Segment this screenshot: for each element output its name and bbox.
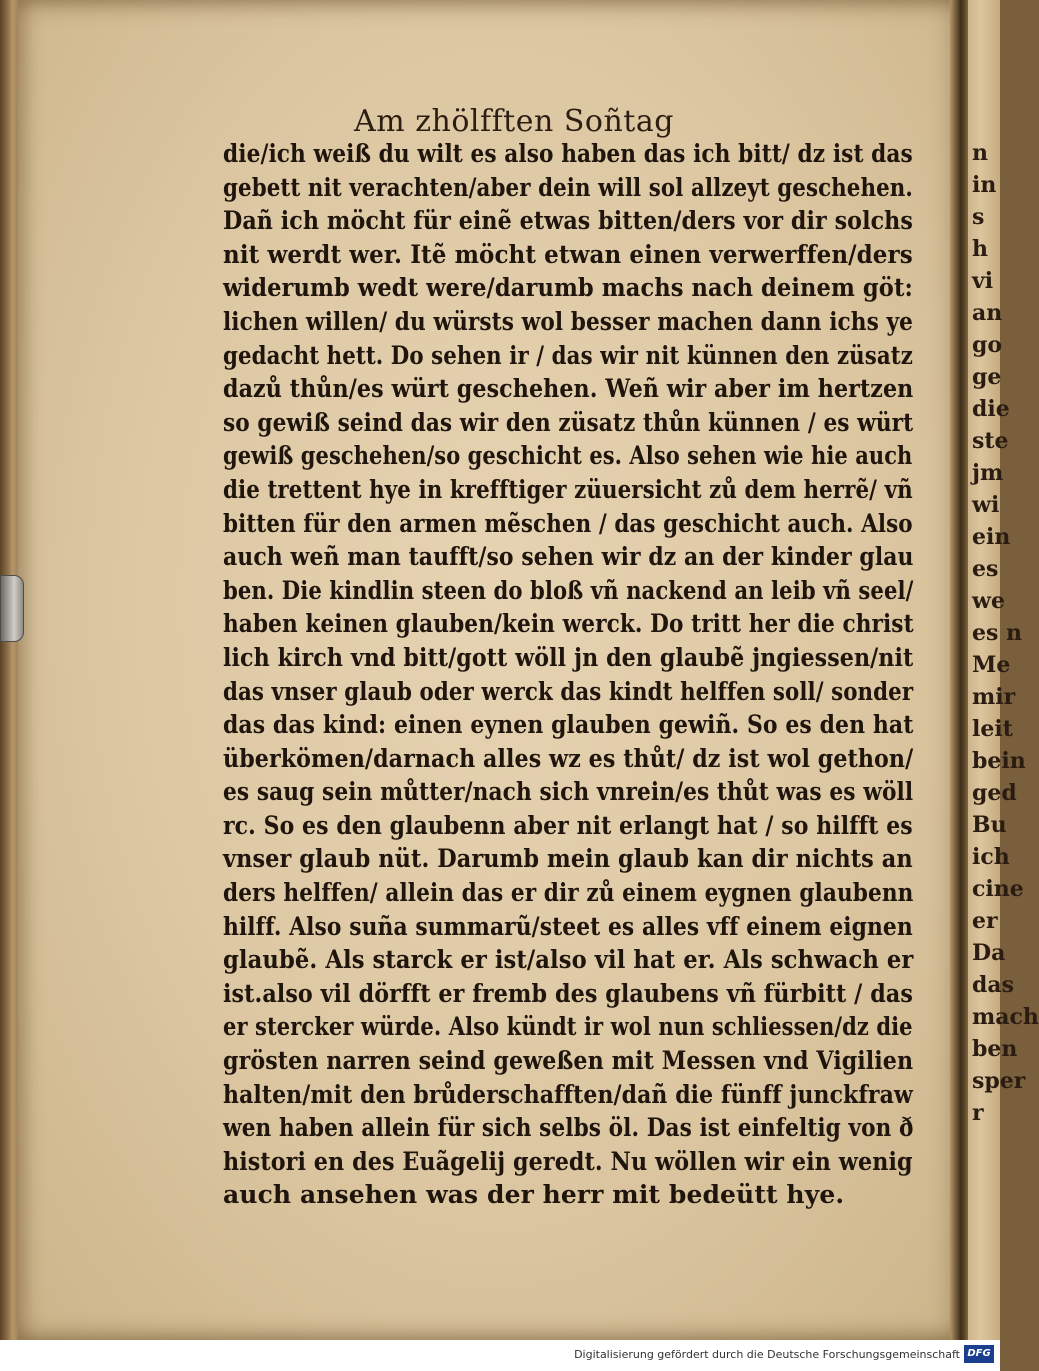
facing-page-fragment: vi — [972, 268, 994, 294]
text-line: ist.also vil dörfft er fremb des glaubens vñ fürbitt / das — [223, 978, 913, 1008]
facing-page-fragment: an — [972, 300, 1003, 326]
text-line: lich kirch vnd bitt/gott wöll jn den glaubẽ jngiessen/nit — [223, 642, 914, 672]
digitization-footer — [0, 1340, 1000, 1371]
facing-page-fragment: er — [972, 908, 998, 934]
funding-credit: Digitalisierung gefördert durch die Deutsche Forschungsgemeinschaft — [574, 1348, 960, 1361]
facing-page-fragment: jm — [972, 460, 1004, 486]
text-line: vnser glaub nüt. Darumb mein glaub kan dir nichts an — [223, 844, 913, 874]
metal-clasp — [0, 575, 24, 642]
text-line: widerumb wedt were/darumb machs nach deinem göt: — [223, 273, 913, 303]
text-line: grösten narren seind geweßen mit Messen vnd Vigilien — [223, 1046, 914, 1076]
facing-page-fragment: Da — [972, 940, 1006, 966]
left-page-edges — [0, 0, 18, 1340]
facing-page-fragment: ein — [972, 524, 1011, 550]
facing-page-fragment: r — [972, 1100, 984, 1126]
facing-page-fragment: bein — [972, 748, 1026, 774]
text-line: auch ansehen was der herr mit bedeütt hye. — [223, 1180, 845, 1210]
facing-page-fragment: ged — [972, 780, 1017, 806]
text-line: ben. Die kindlin steen do bloß vñ nackend an leib vñ seel/ — [223, 575, 914, 605]
facing-page-fragment: cine — [972, 876, 1024, 902]
facing-page-fragment: mach — [972, 1004, 1039, 1030]
book-page — [18, 0, 970, 1340]
facing-page-fragment: h — [972, 236, 988, 262]
text-line: nit werdt wer. Itẽ möcht etwan einen verwerffen/ders — [223, 239, 913, 269]
text-line: histori en des Euãgelij geredt. Nu wöllen wir ein wenig — [223, 1146, 913, 1176]
facing-page-fragment: s — [972, 204, 985, 230]
text-line: dazů thůn/es würt geschehen. Weñ wir aber im hertzen — [223, 374, 914, 404]
facing-page-fragment: wi — [972, 492, 1000, 518]
text-line: überkömen/darnach alles wz es thůt/ dz ist wol gethon/ — [223, 743, 914, 773]
page-body — [223, 137, 913, 1212]
text-line: glaubẽ. Als starck er ist/also vil hat er. Als schwach er — [223, 945, 914, 975]
running-head: Am zhölfften Soñtag — [354, 104, 674, 139]
facing-page-fragment: leit — [972, 716, 1013, 742]
facing-page-fragment: die — [972, 396, 1010, 422]
text-line: Dañ ich möcht für einẽ etwas bitten/ders vor dir solchs — [223, 206, 913, 236]
text-line: bitten für den armen mẽschen / das geschicht auch. Also — [223, 508, 913, 538]
text-line: auch weñ man taufft/so sehen wir dz an der kinder glau — [223, 542, 914, 572]
facing-page-fragment: ste — [972, 428, 1009, 454]
facing-page-fragment: go — [972, 332, 1003, 358]
text-line: er stercker würde. Also kündt ir wol nun schliessen/dz die — [223, 1012, 913, 1042]
text-line: hilff. Also suña summarũ/steet es alles vff einem eignen — [223, 911, 913, 941]
text-line: die/ich weiß du wilt es also haben das ich bitt/ dz ist das — [223, 139, 913, 168]
text-line: rc. So es den glaubenn aber nit erlangt hat / so hilfft es — [223, 810, 913, 840]
text-line: gedacht hett. Do sehen ir / das wir nit künnen den züsatz — [223, 340, 913, 370]
facing-page-fragment: we — [972, 588, 1005, 614]
facing-page-fragment: Bu — [972, 812, 1007, 838]
facing-page-fragment: es n — [972, 620, 1023, 646]
text-line: ders helffen/ allein das er dir zů einem eygnen glaubenn — [223, 878, 914, 908]
facing-page-fragment: in — [972, 172, 997, 198]
dfg-logo: DFG — [964, 1345, 994, 1363]
text-line: das vnser glaub oder werck das kindt helffen soll/ sonder — [223, 676, 914, 706]
facing-page-fragment: das — [972, 972, 1015, 998]
facing-page-fragment: es — [972, 556, 999, 582]
text-line: halten/mit den brůderschafften/dañ die fünff junckfraw — [223, 1079, 913, 1109]
text-line: es saug sein můtter/nach sich vnrein/es thůt was es wöll — [223, 777, 914, 807]
facing-page-fragment: ich — [972, 844, 1010, 870]
text-line: wen haben allein für sich selbs öl. Das ist einfeltig von ð — [223, 1113, 914, 1143]
facing-page-edge — [968, 0, 1039, 1340]
text-line: gebett nit verachten/aber dein will sol allzeyt geschehen. — [223, 172, 913, 202]
facing-page-fragment: n — [972, 140, 988, 166]
facing-page-fragment: ge — [972, 364, 1002, 390]
facing-page-fragment: mir — [972, 684, 1016, 710]
facing-page-fragment: Me — [972, 652, 1011, 678]
text-line: gewiß geschehen/so geschicht es. Also sehen wie hie auch — [223, 441, 913, 471]
text-line: haben keinen glauben/kein werck. Do tritt her die christ — [223, 609, 914, 639]
facing-page-fragment: ben — [972, 1036, 1018, 1062]
facing-page-fragment: sper — [972, 1068, 1026, 1094]
text-line: lichen willen/ du würsts wol besser machen dann ichs ye — [223, 306, 913, 336]
text-line: das das kind: einen eynen glauben gewiñ. So es den hat — [223, 710, 914, 740]
text-line: die trettent hye in krefftiger züuersicht zů dem herrẽ/ vñ — [223, 474, 913, 504]
text-line: so gewiß seind das wir den züsatz thůn künnen / es würt — [223, 407, 914, 437]
